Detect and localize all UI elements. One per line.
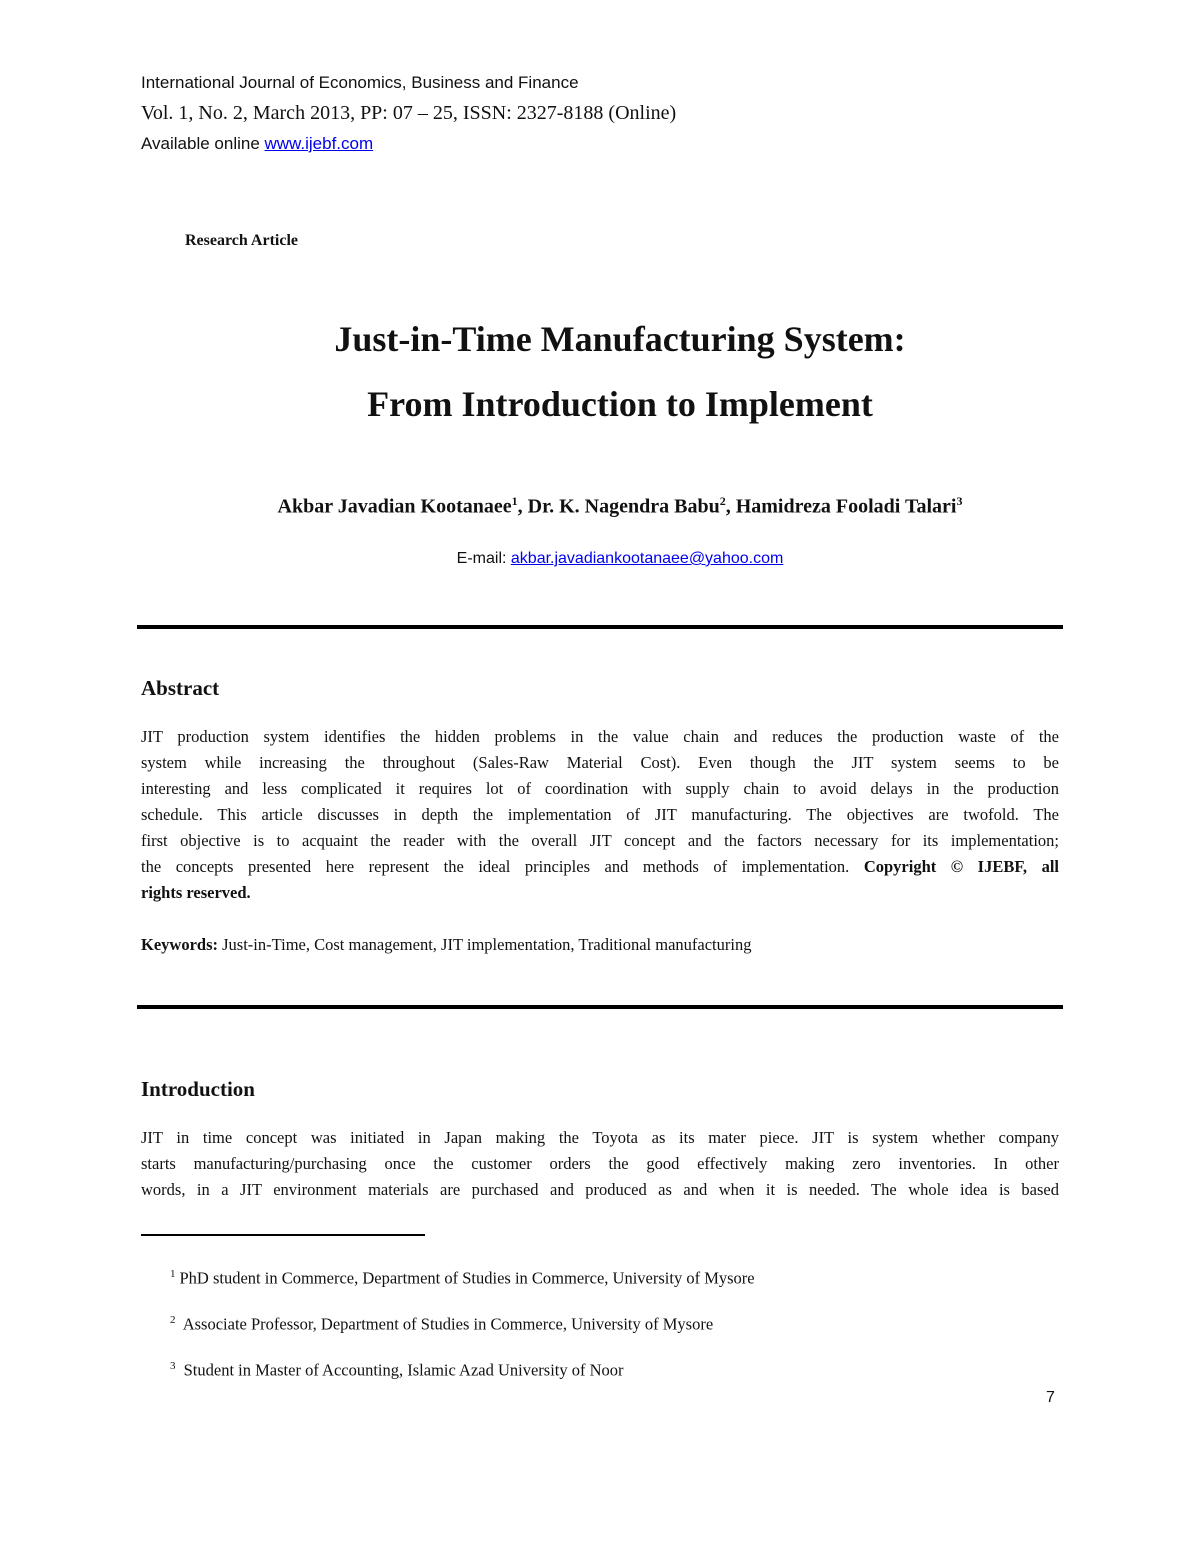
footnote-num: 3 xyxy=(170,1360,176,1372)
author-sup: 1 xyxy=(511,494,518,508)
footnote-num: 1 xyxy=(170,1268,176,1280)
author-name: Akbar Javadian Kootanaee xyxy=(277,495,512,518)
keywords-text: Just-in-Time, Cost management, JIT implementation, Traditional manufacturing xyxy=(218,935,752,954)
email-label: E-mail: xyxy=(456,550,511,567)
abstract-line: interesting and less complicated it requires lot of coordination with supply chain to avoid delays in the production xyxy=(141,779,1059,798)
abstract-line xyxy=(141,880,1059,906)
intro-line: words, in a JIT environment materials are purchased and produced as and when it is needed. The whole idea is based xyxy=(141,1180,1059,1199)
introduction-heading: Introduction xyxy=(141,1077,255,1101)
copyright: Copyright © IJEBF, all xyxy=(863,857,1059,876)
footnote-divider xyxy=(141,1234,425,1236)
journal-name: International Journal of Economics, Business and Finance xyxy=(141,73,579,92)
intro-line: starts manufacturing/purchasing once the customer orders the good effectively making zero inventories. In other xyxy=(141,1154,1059,1173)
abstract-line: first objective is to acquaint the reader with the overall JIT concept and the factors necessary for its implementation; xyxy=(141,831,1059,850)
volume-info: Vol. 1, No. 2, March 2013, PP: 07 – 25, ISSN: 2327-8188 (Online) xyxy=(141,102,677,124)
footnote-3 xyxy=(170,1360,624,1381)
footnote-1 xyxy=(170,1268,755,1289)
author-name: Dr. K. Nagendra Babu xyxy=(527,495,720,518)
intro-line: JIT in time concept was initiated in Japan making the Toyota as its mater piece. JIT is system whether company xyxy=(141,1128,1059,1147)
email-line xyxy=(0,550,1200,568)
introduction-body xyxy=(141,1125,1059,1203)
footnote-text: PhD student in Commerce, Department of Studies in Commerce, University of Mysore xyxy=(179,1268,755,1288)
footnote-text: Associate Professor, Department of Studies in Commerce, University of Mysore xyxy=(179,1314,714,1334)
website-link[interactable]: www.ijebf.com xyxy=(264,134,374,153)
title-line-1: Just-in-Time Manufacturing System: xyxy=(334,319,906,359)
article-type: Research Article xyxy=(185,232,298,249)
email-link[interactable]: akbar.javadiankootanaee@yahoo.com xyxy=(510,550,784,567)
footnote-text: Student in Master of Accounting, Islamic Azad University of Noor xyxy=(179,1360,624,1380)
author-sup: 3 xyxy=(956,494,963,508)
abstract-body xyxy=(141,724,1059,906)
keywords xyxy=(141,932,1059,958)
abstract-line: system while increasing the throughout (Sales-Raw Material Cost). Even though the JIT system seems to be xyxy=(141,753,1059,772)
abstract-heading: Abstract xyxy=(141,676,220,700)
author-name: Hamidreza Fooladi Talari xyxy=(735,495,957,518)
footnote-2 xyxy=(170,1314,713,1335)
keywords-label: Keywords: xyxy=(141,935,218,954)
title-line-2: From Introduction to Implement xyxy=(367,384,873,424)
abstract-line xyxy=(141,854,1059,880)
authors: Akbar Javadian Kootanaee$^1$, Dr. K. Nagendra Babu$^2$, Hamidreza Fooladi Talari$^3$ xyxy=(277,494,963,518)
abstract-line: JIT production system identifies the hidden problems in the value chain and reduces the production waste of the xyxy=(141,727,1059,746)
page-number: 7 xyxy=(1046,1389,1055,1406)
available-online xyxy=(141,134,373,154)
footnote-num: 2 xyxy=(170,1314,176,1326)
abstract-text: the concepts presented here represent the ideal principles and methods of implementation. xyxy=(141,857,864,876)
divider xyxy=(137,625,1063,629)
divider xyxy=(137,1005,1063,1009)
abstract-line: schedule. This article discusses in depth the implementation of JIT manufacturing. The objectives are twofold. The xyxy=(141,805,1059,824)
copyright: rights reserved. xyxy=(141,883,251,902)
available-label: Available online xyxy=(141,134,265,153)
author-sup: 2 xyxy=(719,494,726,508)
